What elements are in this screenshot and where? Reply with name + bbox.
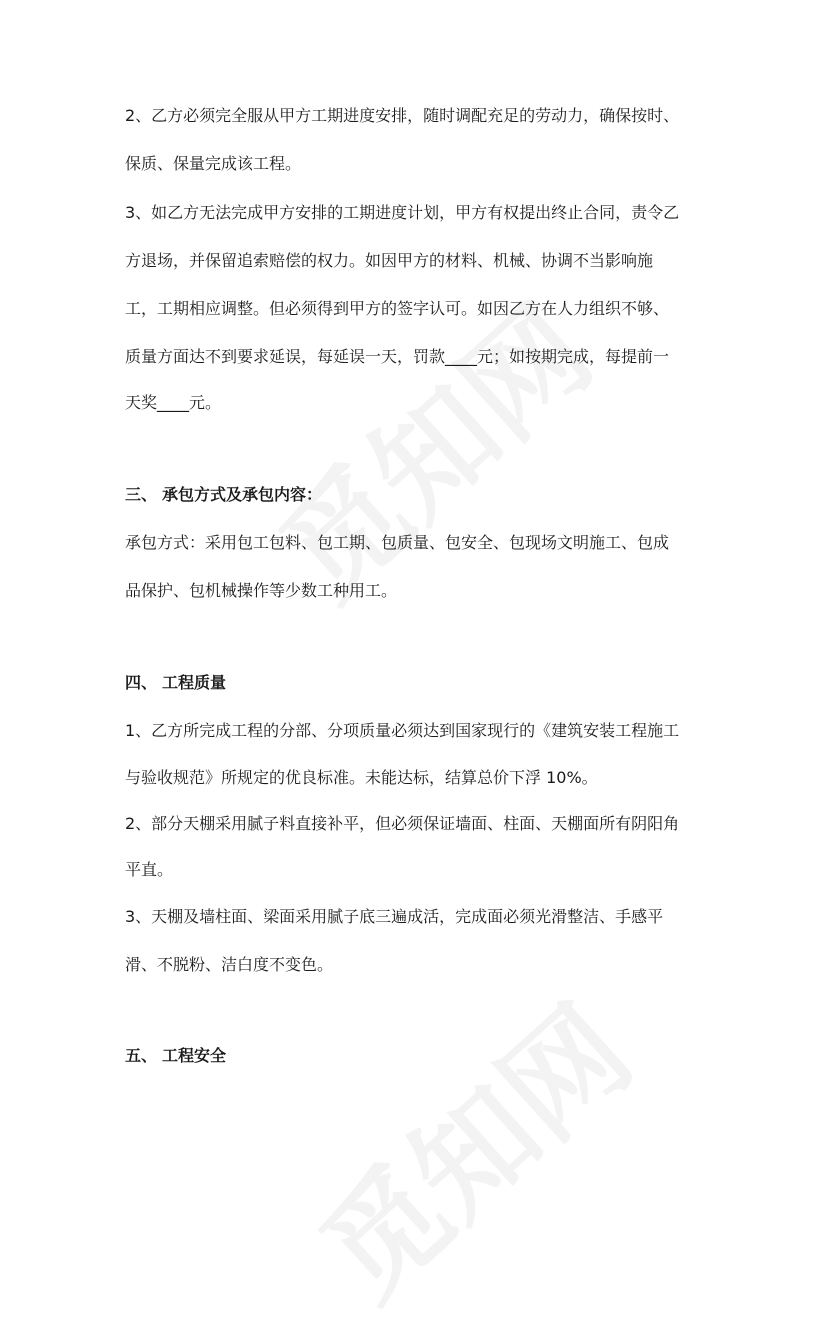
paragraph-line: 1、乙方所完成工程的分部、分项质量必须达到国家现行的《建筑安装工程施工 <box>125 721 680 740</box>
paragraph-line: 承包方式：采用包工包料、包工期、包质量、包安全、包现场文明施工、包成 <box>125 533 670 552</box>
paragraph-line: 天奖____元。 <box>125 393 222 412</box>
section-number: 四、 <box>125 673 158 692</box>
paragraph-line: 与验收规范》所规定的优良标准。未能达标，结算总价下浮 10%。 <box>125 768 598 787</box>
paragraph-line: 平直。 <box>125 860 174 879</box>
paragraph-line: 2、部分天棚采用腻子料直接补平，但必须保证墙面、柱面、天棚面所有阴阳角 <box>125 814 680 833</box>
section-title: 承包方式及承包内容： <box>162 485 323 504</box>
paragraph-line: 质量方面达不到要求延误，每延误一天，罚款____元；如按期完成，每提前一 <box>125 347 670 366</box>
section-number: 五、 <box>125 1046 158 1065</box>
paragraph-line: 3、如乙方无法完成甲方安排的工期进度计划，甲方有权提出终止合同，责令乙 <box>125 203 680 222</box>
watermark-lower <box>279 962 662 1330</box>
paragraph-line: 品保护、包机械操作等少数工种用工。 <box>125 581 398 600</box>
section-heading-5 <box>125 1044 226 1068</box>
paragraph-line: 方退场，并保留追索赔偿的权力。如因甲方的材料、机械、协调不当影响施 <box>125 251 654 270</box>
section-heading-4 <box>125 671 226 695</box>
section-title: 工程质量 <box>162 673 227 692</box>
paragraph-line: 保质、保量完成该工程。 <box>125 154 302 173</box>
section-title: 工程安全 <box>162 1046 227 1065</box>
paragraph-line: 2、乙方必须完全服从甲方工期进度安排，随时调配充足的劳动力，确保按时、 <box>125 106 680 125</box>
paragraph-line: 3、天棚及墙柱面、梁面采用腻子底三遍成活，完成面必须光滑整洁、手感平 <box>125 907 664 926</box>
paragraph-line: 滑、不脱粉、洁白度不变色。 <box>125 955 334 974</box>
paragraph-line: 工，工期相应调整。但必须得到甲方的签字认可。如因乙方在人力组织不够、 <box>125 299 670 318</box>
section-number: 三、 <box>125 485 158 504</box>
section-heading-3 <box>125 483 322 507</box>
